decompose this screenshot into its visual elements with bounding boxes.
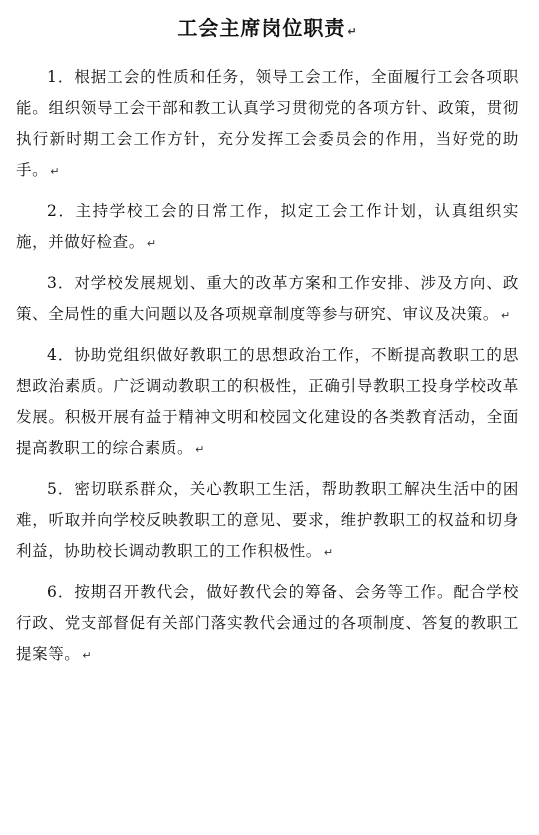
duty-paragraph-4 [16, 340, 519, 465]
paragraph-mark-icon: ↵ [50, 165, 61, 178]
paragraph-text: 3．对学校发展规划、重大的改革方案和工作安排、涉及方向、政策、全局性的重大问题以及各项规章制度等参与研究、审议及决策。 [16, 274, 519, 323]
duty-paragraph-5 [16, 474, 519, 568]
paragraph-mark-icon: ↵ [82, 649, 93, 662]
document-title [16, 14, 519, 46]
paragraph-mark-icon: ↵ [501, 309, 511, 322]
duty-paragraph-1 [16, 62, 519, 187]
paragraph-mark-icon: ↵ [195, 443, 205, 456]
paragraph-text: 5．密切联系群众，关心教职工生活，帮助教职工解决生活中的困难，听取并向学校反映教职工的意见、要求，维护教职工的权益和切身利益，协助校长调动教职工的工作积极性。 [16, 480, 519, 560]
title-text: 工会主席岗位职责 [177, 16, 346, 40]
paragraph-text: 1．根据工会的性质和任务，领导工会工作，全面履行工会各项职能。组织领导工会干部和教工认真学习贯彻党的各项方针、政策，贯彻执行新时期工会工作方针，充分发挥工会委员会的作用，当好党的助手。 [16, 68, 519, 179]
duty-paragraph-3 [16, 268, 519, 331]
paragraph-text: 6．按期召开教代会，做好教代会的筹备、会务等工作。配合学校行政、党支部督促有关部门落实教代会通过的各项制度、答复的教职工提案等。 [16, 583, 519, 663]
duty-paragraph-2 [16, 196, 519, 259]
paragraph-mark-icon: ↵ [146, 237, 157, 250]
duty-paragraph-6 [16, 577, 519, 671]
paragraph-mark-icon: ↵ [323, 546, 334, 559]
paragraph-text: 2．主持学校工会的日常工作，拟定工会工作计划，认真组织实施，并做好检查。 [16, 202, 519, 251]
paragraph-text: 4．协助党组织做好教职工的思想政治工作，不断提高教职工的思想政治素质。广泛调动教职工的积极性，正确引导教职工投身学校改革发展。积极开展有益于精神文明和校园文化建设的各类教育活动，全面提高教职工的综合素质。 [16, 346, 519, 457]
paragraph-mark-icon: ↵ [347, 25, 358, 38]
